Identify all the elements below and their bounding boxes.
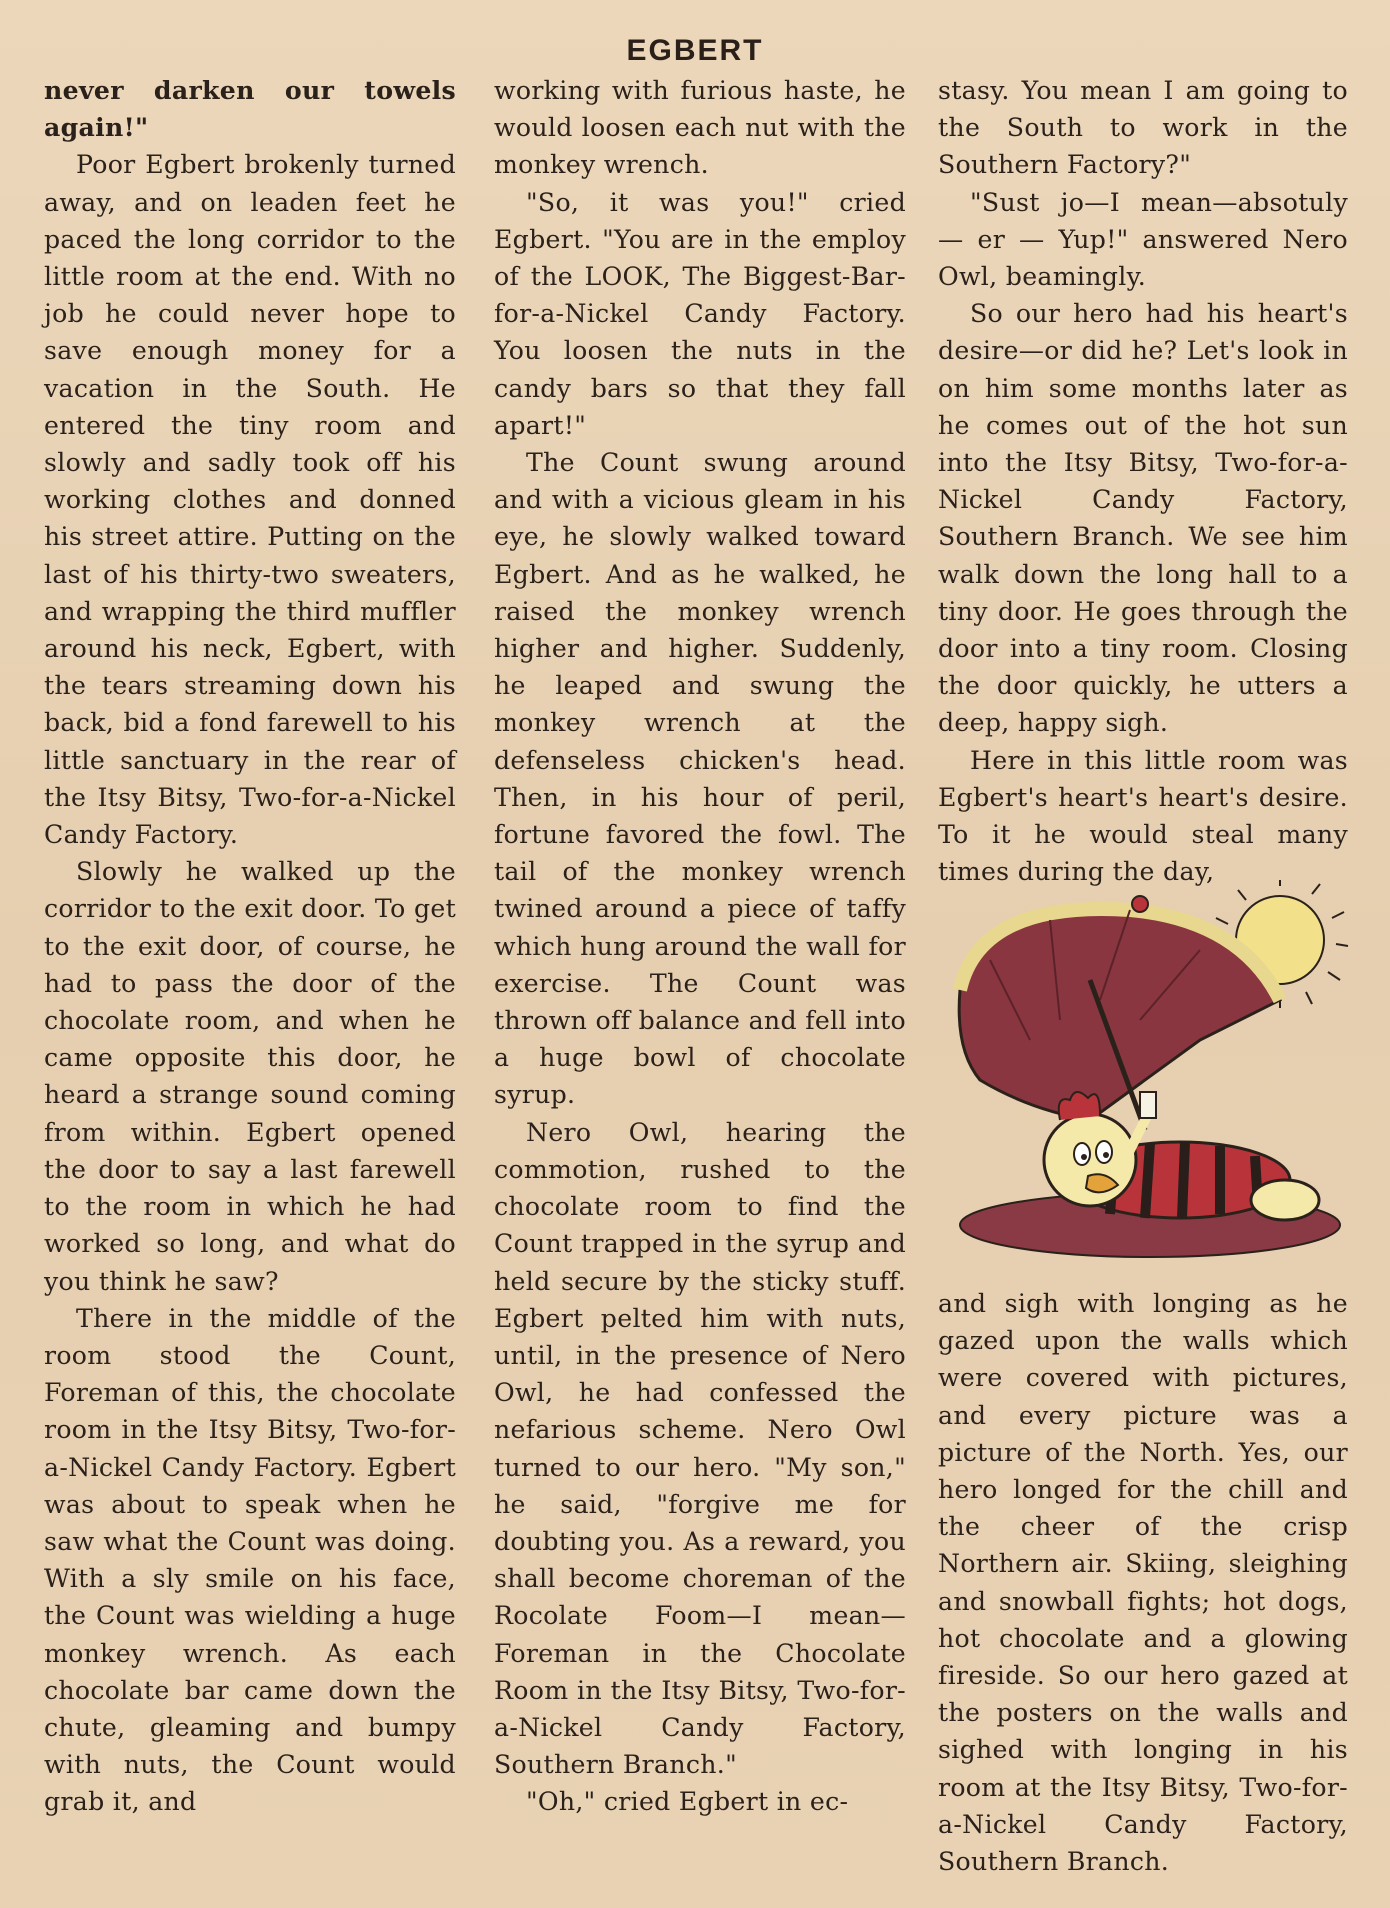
col3-paragraph-5: and sigh with longing as he gazed upon the walls which were covered with pictures, and every picture was a picture of the North. Yes, our hero longed for the chill and the cheer of the crisp Northern air. Skiing, sleighing and snowball fights; hot dogs, hot chocolate and a glowing fireside. So our hero gazed at the posters on the walls and sighed with longing in his room at the Itsy Bitsy, Two-for-a-Nickel Candy Factory, Southern Branch. bbox=[938, 1289, 1348, 1877]
col1-paragraph-3: Slowly he walked up the corridor to the exit door. To get to the exit door, of course, he had to pass the door of the chocolate room, and when he came opposite this door, he heard a strange sound coming from within. Egbert opened the door to say a last farewell to the room in which he had worked so long, and what do you think he saw? bbox=[44, 857, 456, 1296]
col1-paragraph-2: Poor Egbert brokenly turned away, and on leaden feet he paced the long corridor to the little room at the end. With no job he could never hope to save enough money for a vacation in the South. He entered the tiny room and slowly and sadly took off his working clothes and donned his street attire. Putting on the last of his thirty-two sweaters, and wrapping the third muffler around his neck, Egbert, with the tears streaming down his back, bid a fond farewell to his little sanctuary in the rear of the Itsy Bitsy, Two-for-a-Nickel Candy Factory. bbox=[44, 150, 456, 850]
column-2 bbox=[494, 72, 906, 1821]
col2-paragraph-2: "So, it was you!" cried Egbert. "You are in the employ of the LOOK, The Biggest-Bar-for-a-Nickel Candy Factory. You loosen the nuts in the candy bars so that they fall apart!" bbox=[494, 187, 906, 440]
col2-paragraph-1: working with furious haste, he would loosen each nut with the monkey wrench. bbox=[494, 76, 906, 180]
column-1 bbox=[44, 72, 456, 1821]
col3-paragraph-4: Here in this little room was Egbert's heart's heart's desire. To it he would steal many times during the day, bbox=[938, 745, 1348, 887]
col3-paragraph-2: "Sust jo—I mean—absotuly — er — Yup!" answered Nero Owl, beamingly. bbox=[938, 187, 1348, 292]
beach-umbrella-icon bbox=[940, 880, 1350, 1270]
col3-paragraph-3: So our hero had his heart's desire—or did he? Let's look in on him some months later as he comes out of the hot sun into the Itsy Bitsy, Two-for-a-Nickel Candy Factory, Southern Branch. We see him walk down the long hall to a tiny door. He goes through the door into a tiny room. Closing the door quickly, he utters a deep, happy sigh. bbox=[938, 299, 1348, 738]
column-3-top bbox=[938, 72, 1348, 890]
col3-paragraph-1: stasy. You mean I am going to the South to work in the Southern Factory?" bbox=[938, 76, 1348, 180]
page-title: EGBERT bbox=[626, 34, 764, 67]
col2-paragraph-4: Nero Owl, hearing the commotion, rushed to the chocolate room to find the Count trapped in the syrup and held secure by the sticky stuff. Egbert pelted him with nuts, until, in the presence of Nero Owl, he had confessed the nefarious scheme. Nero Owl turned to our hero. "My son," he said, "forgive me for doubting you. As a reward, you shall become choreman of the Rocolate Foom—I mean—Foreman in the Chocolate Room in the Itsy Bitsy, Two-for-a-Nickel Candy Factory, Southern Branch." bbox=[494, 1117, 906, 1780]
col2-paragraph-5: "Oh," cried Egbert in ec- bbox=[526, 1787, 849, 1817]
column-3-bottom bbox=[938, 1285, 1348, 1880]
egbert-under-umbrella-illustration bbox=[940, 880, 1350, 1270]
col2-paragraph-3: The Count swung around and with a vicious gleam in his eye, he slowly walked toward Egbert. And as he walked, he raised the monkey wrench higher and higher. Suddenly, he leaped and swung the monkey wrench at the defenseless chicken's head. Then, in his hour of peril, fortune favored the fowl. The tail of the monkey wrench twined around a piece of taffy which hung around the wall for exercise. The Count was thrown off balance and fell into a huge bowl of chocolate syrup. bbox=[494, 448, 906, 1110]
egbert-chicken-icon bbox=[1044, 1092, 1319, 1220]
col1-paragraph-1: never darken our towels again!" bbox=[44, 75, 456, 143]
col1-paragraph-4: There in the middle of the room stood the Count, Foreman of this, the chocolate room in the Itsy Bitsy, Two-for-a-Nickel Candy Factory. Egbert was about to speak when he saw what the Count was doing. With a sly smile on his face, the Count was wielding a huge monkey wrench. As each chocolate bar came down the chute, gleaming and bumpy with nuts, the Count would grab it, and bbox=[44, 1303, 456, 1817]
